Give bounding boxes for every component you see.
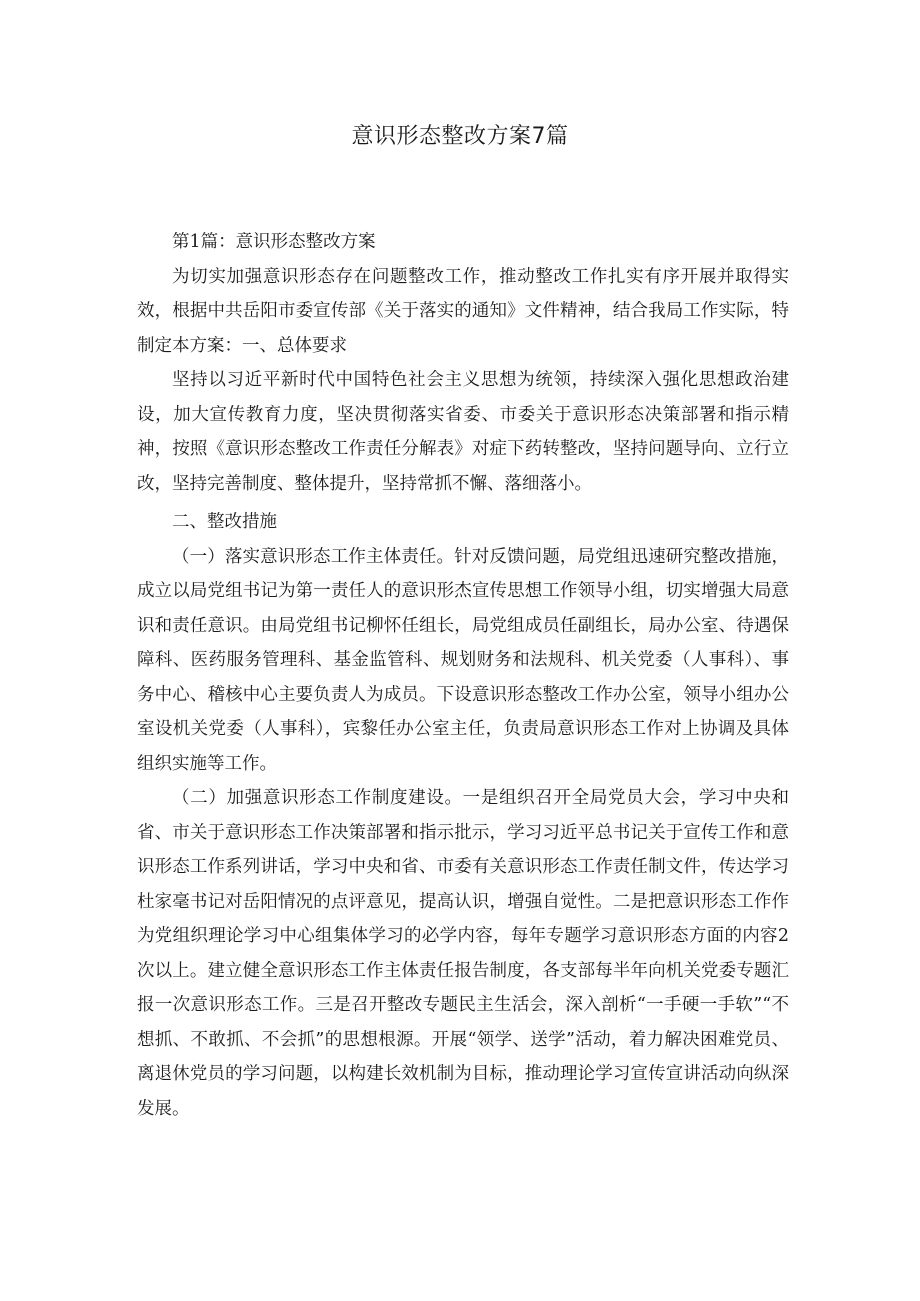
paragraph: 坚持以习近平新时代中国特色社会主义思想为统领，持续深入强化思想政治建设，加大宣传教育力度，坚决贯彻落实省委、市委关于意识形态决策部署和指示精神，按照《意识形态整改工作责任分解表》对症下药转整改，坚持问题导向、立行立改，坚持完善制度、整体提升，坚持常抓不懈、落细落小。 [137, 370, 789, 494]
section-heading: 第1篇：意识形态整改方案 [172, 232, 376, 252]
paragraph: （一）落实意识形态工作主体责任。针对反馈问题，局党组迅速研究整改措施，成立以局党组书记为第一责任人的意识形杰宣传思想工作领导小组，切实增强大局意识和责任意识。由局党组书记柳怀任组长，局党组成员任副组长，局办公室、待遇保障科、医药服务管理科、基金监管科、规划财务和法规科、机关党委（人事科）、事务中心、稽核中心主要负责人为成员。下设意识形态整改工作办公室，领导小组办公室设机关党委（人事科），宾黎任办公室主任，负责局意识形态工作对上协调及具体组织实施等工作。 [137, 546, 789, 774]
paragraph: （二）加强意识形态工作制度建设。一是组织召开全局党员大会，学习中央和省、市关于意识形态工作决策部署和指示批示，学习习近平总书记关于宣传工作和意识形态工作系列讲话，学习中央和省、市委有关意识形态工作责任制文件，传达学习杜家毫书记对岳阳情况的点评意见，提高认识，增强自觉性。二是把意识形态工作作为党组织理论学习中心组集体学习的必学内容，每年专题学习意识形态方面的内容2次以上。建立健全意识形态工作主体责任报告制度，各支部每半年向机关党委专题汇报一次意识形态工作。三是召开整改专题民主生活会，深入剖析“一手硬一手软”“不想抓、不敢抓、不会抓”的思想根源。开展“领学、送学”活动，着力解决困难党员、离退休党员的学习问题，以构建长效机制为目标，推动理论学习宣传宣讲活动向纵深发展。 [137, 788, 789, 1119]
section-heading: 二、整改措施 [172, 512, 277, 532]
document-title: 意识形态整改方案7篇 [351, 124, 569, 149]
paragraph: 为切实加强意识形态存在问题整改工作，推动整改工作扎实有序开展并取得实效，根据中共岳阳市委宣传部《关于落实的通知》文件精神，结合我局工作实际，特制定本方案：一、总体要求 [137, 266, 789, 356]
document-body [137, 225, 789, 1126]
